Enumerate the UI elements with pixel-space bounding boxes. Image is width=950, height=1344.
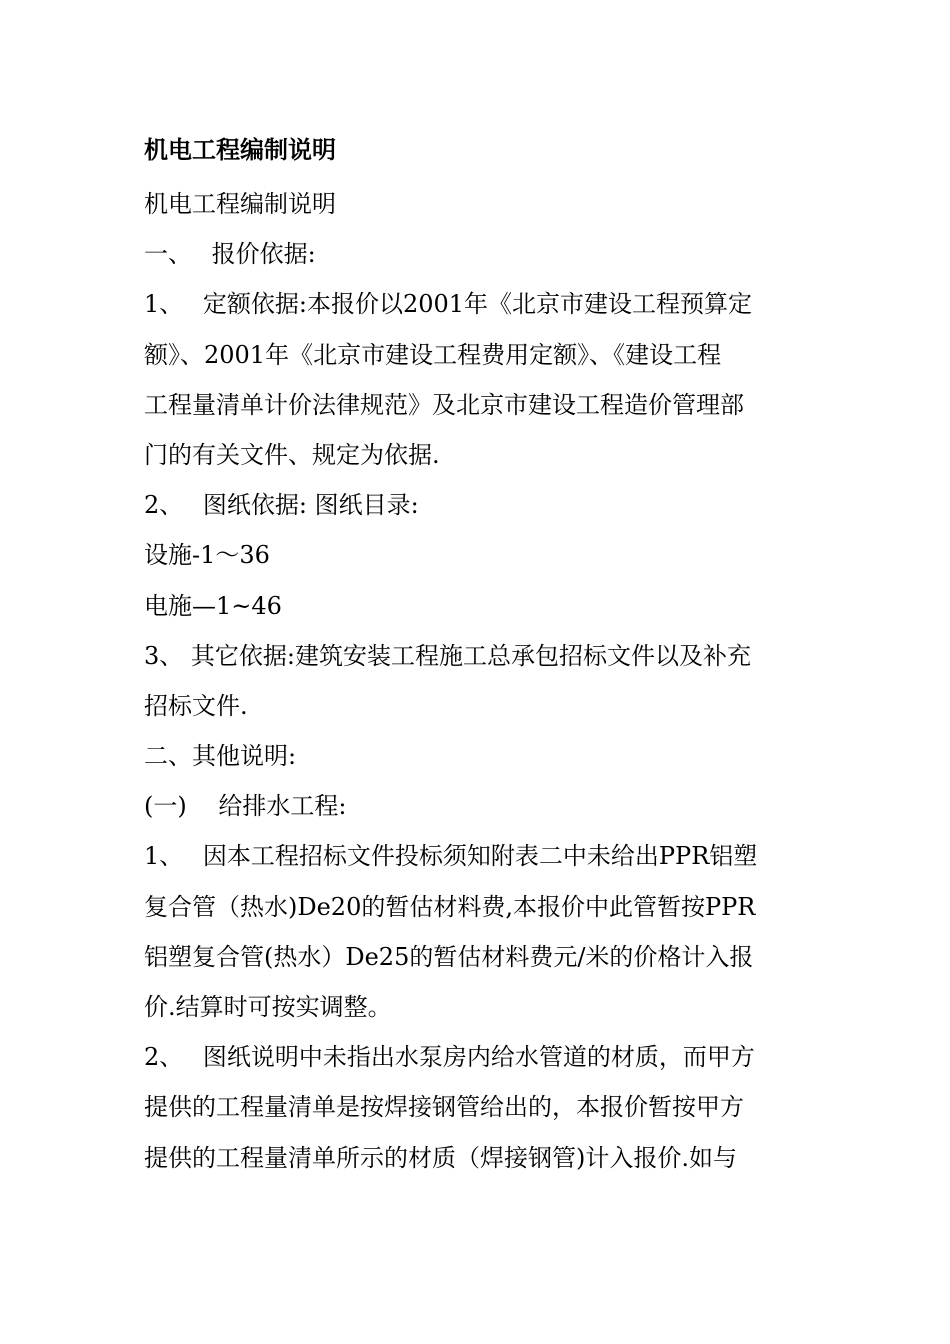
section-heading-pricing-basis: 一、 报价依据: bbox=[144, 240, 316, 269]
body-line: 电施—1~46 bbox=[144, 591, 282, 620]
body-line: 额》、2001年《北京市建设工程费用定额》、《建设工程 bbox=[144, 340, 722, 369]
body-line: 2、 图纸说明中未指出水泵房内给水管道的材质，而甲方 bbox=[144, 1043, 755, 1072]
body-line: 工程量清单计价法律规范》及北京市建设工程造价管理部 bbox=[144, 390, 744, 419]
document-title: 机电工程编制说明 bbox=[144, 135, 336, 164]
body-line: 2、 图纸依据: 图纸目录: bbox=[144, 491, 419, 520]
body-line: 复合管（热水)De20的暂估材料费,本报价中此管暂按PPR bbox=[144, 892, 756, 921]
document-body bbox=[144, 179, 804, 1183]
body-line: 提供的工程量清单是按焊接钢管给出的，本报价暂按甲方 bbox=[144, 1093, 744, 1122]
body-line: 铝塑复合管(热水）De25的暂估材料费元/米的价格计入报 bbox=[144, 942, 754, 971]
body-line: 1、 定额依据:本报价以2001年《北京市建设工程预算定 bbox=[144, 290, 753, 319]
body-line: 机电工程编制说明 bbox=[144, 190, 336, 218]
section-heading-other-notes: 二、其他说明: bbox=[144, 742, 297, 771]
body-line: 价.结算时可按实调整。 bbox=[144, 993, 392, 1021]
body-line: 招标文件. bbox=[144, 691, 248, 720]
body-line: 设施-1～36 bbox=[144, 541, 270, 570]
body-line: 门的有关文件、规定为依据. bbox=[144, 440, 440, 469]
body-line: 1、 因本工程招标文件投标须知附表二中未给出PPR铝塑 bbox=[144, 842, 758, 871]
body-line: 3、 其它依据:建筑安装工程施工总承包招标文件以及补充 bbox=[144, 641, 751, 670]
body-line: 提供的工程量清单所示的材质（焊接钢管)计入报价.如与 bbox=[144, 1143, 737, 1172]
subsection-heading-plumbing: (一) 给排水工程: bbox=[144, 792, 347, 821]
